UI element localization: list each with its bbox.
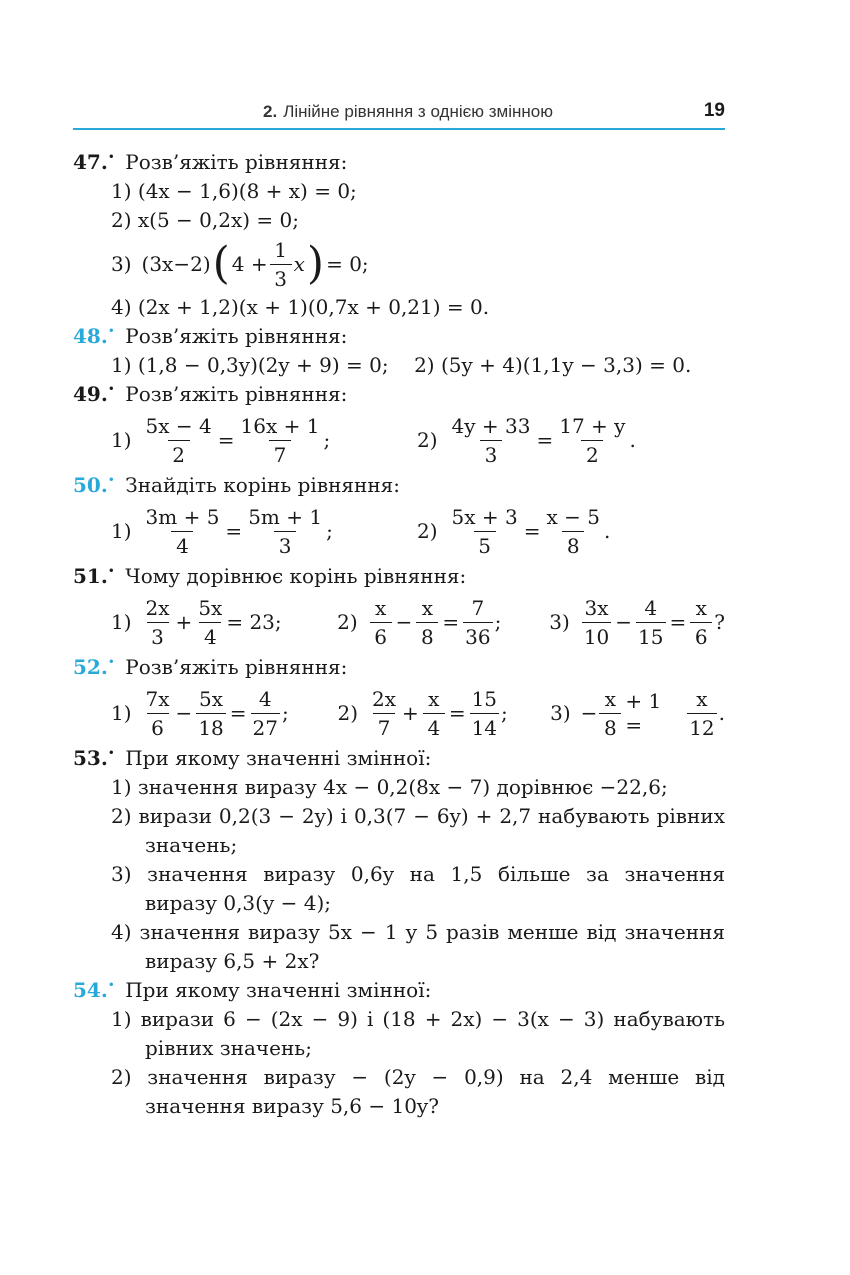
p53-item-3: 3) значення виразу 0,6y на 1,5 більше за значення виразу 0,3(y − 4); [111, 862, 725, 915]
p47-item-4: 4) (2x + 1,2)(x + 1)(0,7x + 0,21) = 0. [111, 295, 490, 319]
p52-equations: 1) $\frac{7x}{6}$ − $\frac{5x}{18}$ = $\frac{4}{27}$ ; 2) $\frac{2x}{7}$ + $\frac{x}{4}$ = $\frac{15}{14}$ ; 3) − $\frac{x}{8}$ + 1 = $\frac{x}{12}$ . [111, 686, 726, 740]
p50-equations: 1) $\frac{3m + 5}{4}$ = $\frac{5m + 1}{3}$ ; 2) $\frac{5x + 3}{5}$ = $\frac{x - 5}{8}$ . [111, 504, 611, 558]
page-content [73, 148, 725, 1121]
problem-54: 54.• При якому значенні змінної: [73, 978, 432, 1002]
problem-53: 53.• При якому значенні змінної: [73, 746, 432, 770]
running-title: 2. Лінійне рівняння з однією змінною [263, 102, 553, 121]
page-header [73, 100, 725, 130]
problem-47: 47.• Розв’яжіть рівняння: [73, 150, 348, 174]
p47-item-3: 3) (3x−2) ( 4 + $\frac{1}{3}$ x ) = 0; [111, 237, 369, 291]
p51-equations: 1) $\frac{2x}{3}$ + $\frac{5x}{4}$ = 23; 2) $\frac{x}{6}$ − $\frac{x}{8}$ = $\frac{7}{36}$ ; 3) $\frac{3x}{10}$ − $\frac{4}{15}$ = $\frac{x}{6}$ ? [111, 595, 725, 649]
p53-item-1: 1) значення виразу 4x − 0,2(8x − 7) дорівнює −22,6; [111, 775, 668, 799]
p49-equations: 1) $\frac{5x - 4}{2}$ = $\frac{16x + 1}{7}$ ; 2) $\frac{4y + 33}{3}$ = $\frac{17 + y}{2}$ . [111, 413, 636, 467]
problem-50: 50.• Знайдіть корінь рівняння: [73, 473, 401, 497]
p48-item-1: 1) (1,8 − 0,3y)(2y + 9) = 0; 2) (5y + 4)(1,1y − 3,3) = 0. [111, 353, 692, 377]
p54-item-1: 1) вирази 6 − (2x − 9) і (18 + 2x) − 3(x − 3) набувають рівних значень; [111, 1007, 725, 1060]
problem-51: 51.• Чому дорівнює корінь рівняння: [73, 564, 467, 588]
page-number: 19 [703, 100, 725, 121]
p53-item-4: 4) значення виразу 5x − 1 у 5 разів менше від значення виразу 6,5 + 2x? [111, 920, 725, 973]
p54-item-2: 2) значення виразу − (2y − 0,9) на 2,4 менше від значення виразу 5,6 − 10y? [111, 1065, 725, 1118]
p47-item-2: 2) x(5 − 0,2x) = 0; [111, 208, 299, 232]
problem-49: 49.• Розв’яжіть рівняння: [73, 382, 348, 406]
p53-item-2: 2) вирази 0,2(3 − 2y) і 0,3(7 − 6y) + 2,7 набувають рівних значень; [111, 804, 725, 857]
problem-52: 52.• Розв’яжіть рівняння: [73, 655, 348, 679]
p47-item-1: 1) (4x − 1,6)(8 + x) = 0; [111, 179, 357, 203]
problem-48: 48.• Розв’яжіть рівняння: [73, 324, 348, 348]
